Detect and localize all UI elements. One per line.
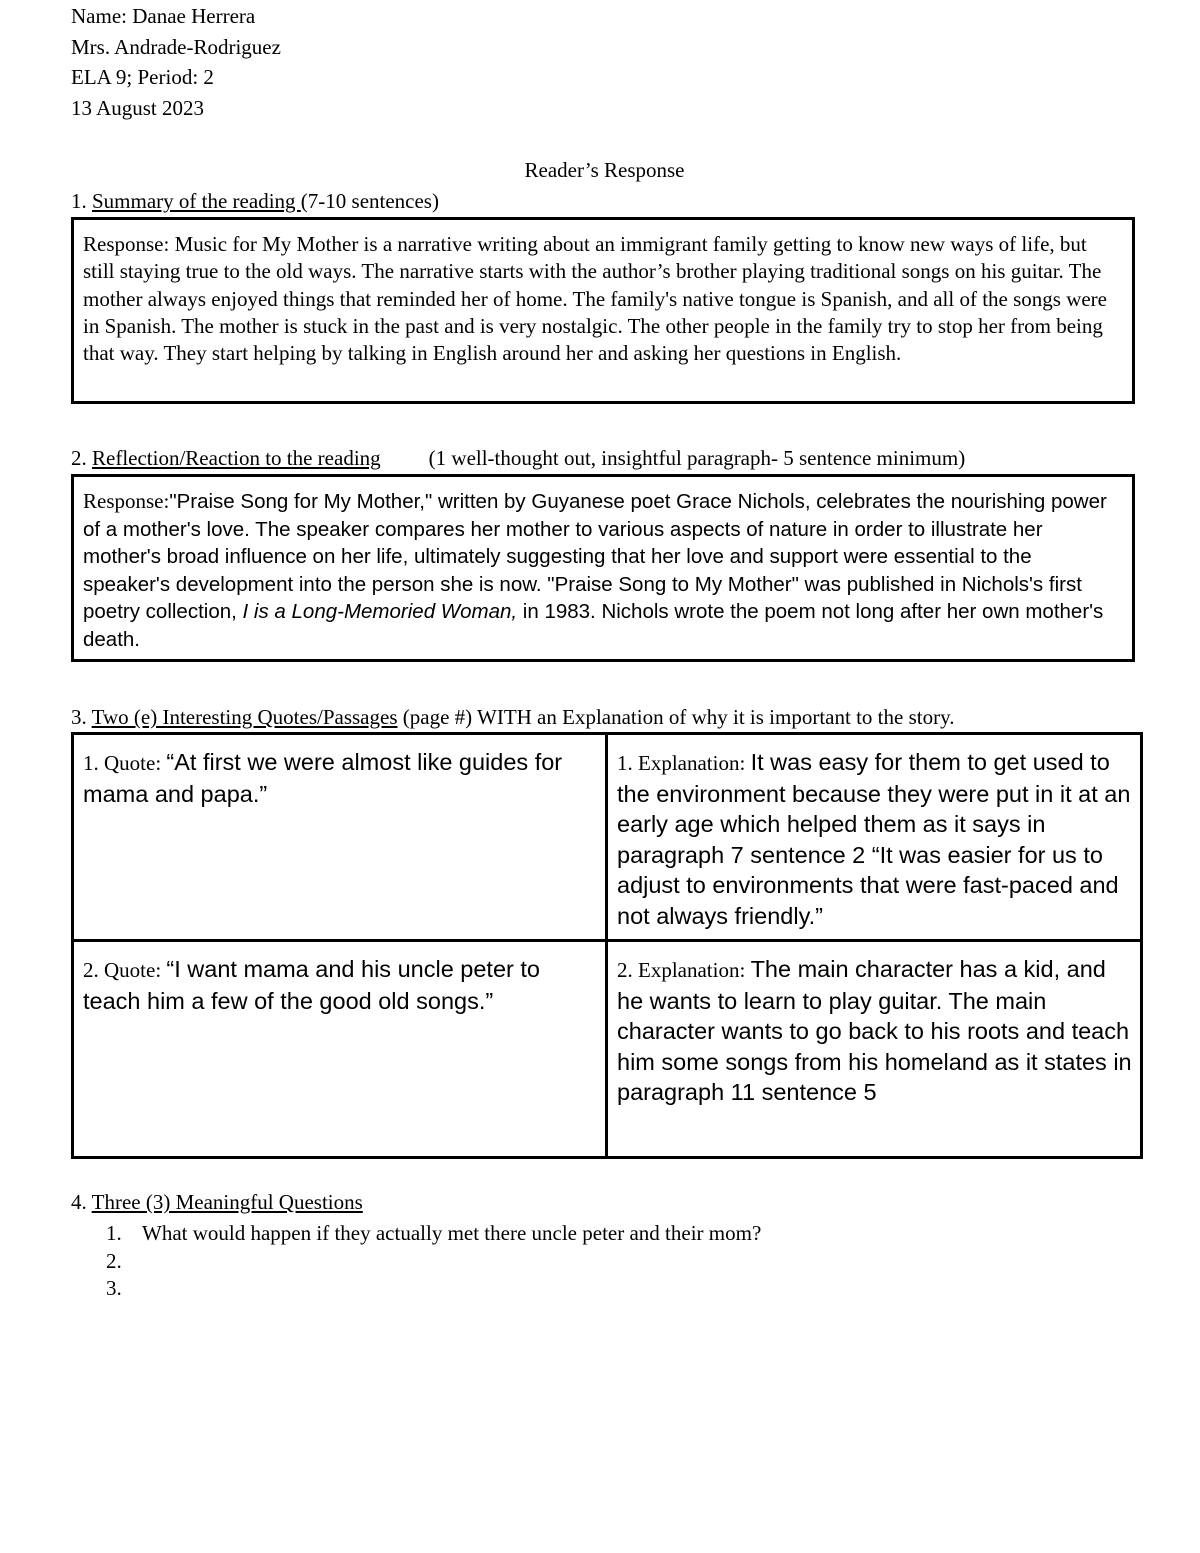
explanation-text-1: It was easy for them to get used to the environment because they were put in it at an early age which helped them as it says in paragraph 7 sentence 2 “It was easier for us to adjust to environments that were fast-paced and not always friendly.”: [617, 749, 1131, 929]
summary-response-text: Response: Music for My Mother is a narrative writing about an immigrant family getting to know new ways of life, but still staying true to the old ways. The narrative starts with the author’s brother playing traditional songs on his guitar. The mother always enjoyed things that reminded her of home. The family's native tongue is Spanish, and all of the songs were in Spanish. The mother is stuck in the past and is very nostalgic. The other people in the family try to stop her from being that way. They start helping by talking in English around her and asking her questions in English.: [83, 232, 1107, 366]
quotes-table: [71, 732, 1143, 1159]
list-item[interactable]: [106, 1248, 761, 1276]
section-4-heading: [71, 1190, 363, 1214]
section-3-heading: [71, 705, 954, 729]
quote-cell-2[interactable]: [73, 941, 607, 1158]
question-number-2: 2.: [106, 1248, 122, 1273]
quote-text-1: “At first we were almost like guides for mama and papa.”: [83, 749, 563, 807]
reflection-response-part1: "Praise Song for My Mother," written by Guyanese poet Grace Nichols, celebrates the nourishing power of a mother's love. The speaker compares her mother to various aspects of nature in order to illustrate her mother's broad influence on her life, ultimately suggesting that her love and support were essential to the speaker's development into the person she is now. "Praise Song to My Mother" was published in Nichols's first poetry collection,: [83, 490, 1107, 624]
quote-row: [73, 941, 1142, 1158]
list-item[interactable]: [106, 1275, 761, 1303]
section-1-heading: [71, 189, 439, 213]
section-1-number: 1.: [71, 189, 92, 213]
question-text-1: What would happen if they actually met there uncle peter and their mom?: [142, 1221, 762, 1245]
assignment-date: 13 August 2023: [71, 96, 205, 120]
explanation-cell-2[interactable]: [607, 941, 1142, 1158]
explanation-label-2: 2. Explanation:: [617, 958, 751, 982]
section-2-heading: [71, 446, 965, 470]
section-1-title: Summary of the reading: [92, 189, 301, 213]
quote-row: [73, 734, 1142, 941]
section-2-title: Reflection/Reaction to the reading: [92, 446, 381, 470]
section-4-number: 4.: [71, 1190, 92, 1214]
reflection-response-lead: Response:: [83, 489, 170, 513]
explanation-label-1: 1. Explanation:: [617, 751, 751, 775]
reflection-response-part2: in 1983. Nichols wrote the poem not long after her own mother's death.: [83, 600, 1104, 651]
section-2-requirement: (1 well-thought out, insightful paragraph- 5 sentence minimum): [428, 446, 966, 470]
quote-label-2: 2. Quote:: [83, 958, 167, 982]
section-4-title: Three (3) Meaningful Questions: [91, 1190, 363, 1214]
section-3-number: 3.: [71, 705, 92, 729]
reflection-response-book-title: I is a Long-Memoried Woman,: [242, 600, 518, 624]
teacher-name: Mrs. Andrade-Rodriguez: [71, 35, 281, 59]
explanation-cell-1[interactable]: [607, 734, 1142, 941]
reflection-response-box[interactable]: [71, 474, 1135, 662]
section-3-title: Two (e) Interesting Quotes/Passages: [91, 705, 398, 729]
questions-list: [106, 1220, 761, 1303]
list-item[interactable]: [106, 1220, 761, 1248]
quote-label-1: 1. Quote:: [83, 751, 167, 775]
section-1-requirement: (7-10 sentences): [300, 189, 439, 213]
summary-response-box[interactable]: [71, 217, 1135, 404]
question-number-3: 3.: [106, 1276, 122, 1300]
section-2-number: 2.: [71, 446, 92, 470]
quote-cell-1[interactable]: [73, 734, 607, 941]
section-3-requirement: (page #) WITH an Explanation of why it is important to the story.: [397, 705, 955, 729]
class-period: ELA 9; Period: 2: [71, 65, 214, 89]
quote-text-2: “I want mama and his uncle peter to teach him a few of the good old songs.”: [83, 956, 540, 1014]
question-number-1: 1.: [106, 1221, 122, 1245]
student-name: Name: Danae Herrera: [71, 4, 256, 28]
explanation-text-2: The main character has a kid, and he wants to learn to play guitar. The main character wants to go back to his roots and teach him some songs from his homeland as it states in paragraph 11 sentence 5: [617, 956, 1132, 1105]
reflection-response-text: [83, 490, 1107, 651]
page-title: Reader’s Response: [524, 158, 685, 182]
